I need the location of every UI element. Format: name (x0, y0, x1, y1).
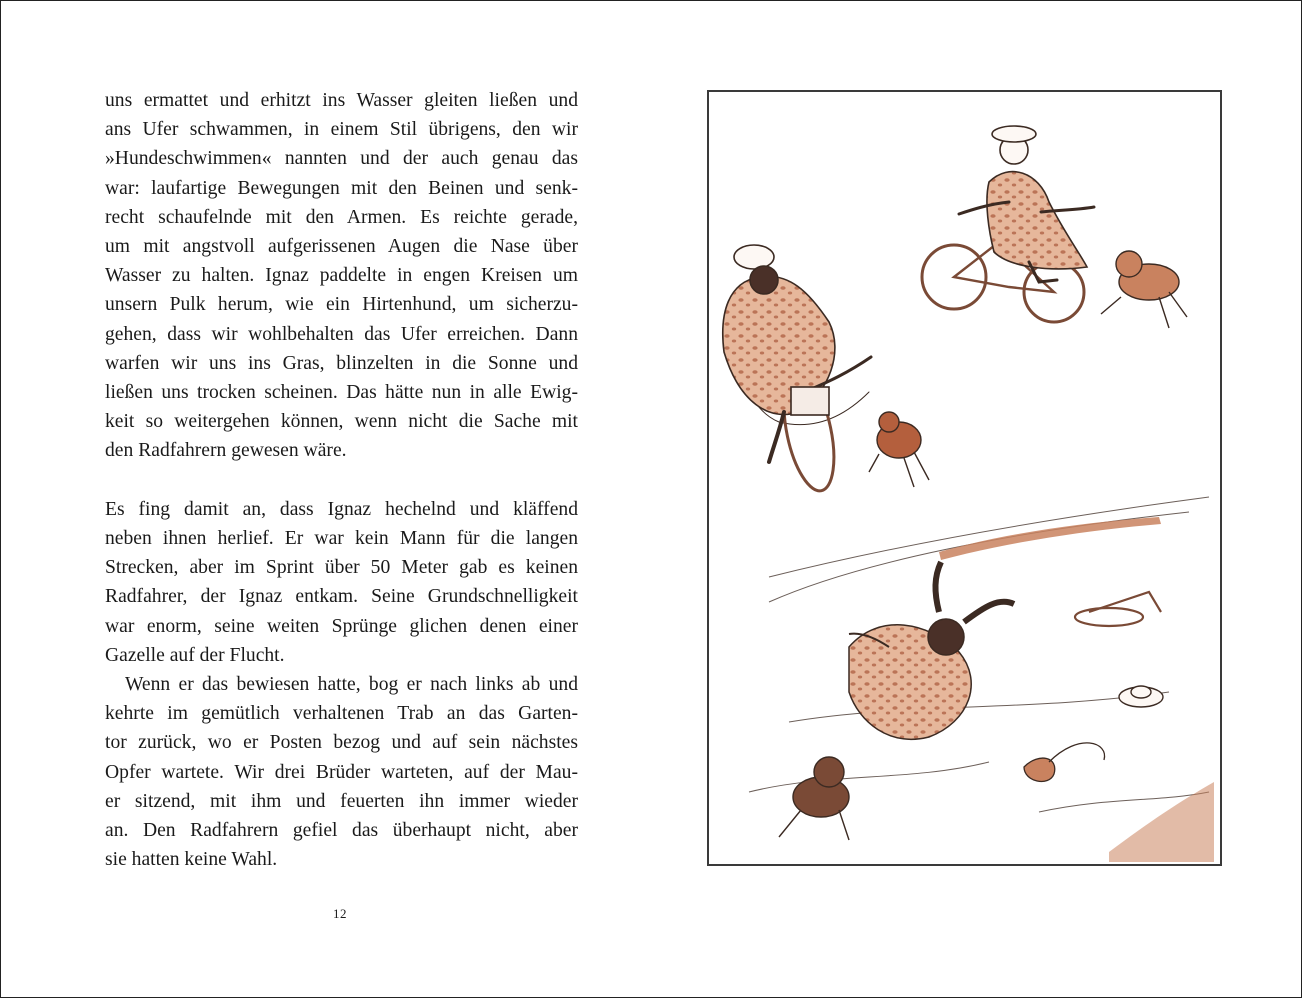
text-line: unsern Pulk herum, wie ein Hirtenhund, um sicherzu- (105, 294, 578, 316)
text-line: Es fing damit an, dass Ignaz hechelnd und kläffend (105, 498, 578, 520)
text-line: war: laufartige Bewegungen mit den Beinen und senk- (105, 177, 578, 199)
text-line: Opfer wartete. Wir drei Brüder warteten, auf der Mau- (105, 761, 578, 783)
paragraph-1 (105, 86, 578, 466)
paragraph-3 (105, 670, 578, 874)
fallen-hat (1119, 686, 1163, 707)
paragraph-2 (105, 495, 578, 670)
text-line: warfen wir uns ins Gras, blinzelten in die Sonne und (105, 352, 578, 374)
illustration-cyclists-and-dog (707, 90, 1222, 866)
text-line: uns ermattet und erhitzt ins Wasser gleiten ließen und (105, 90, 578, 111)
fallen-bicycle (1075, 592, 1161, 626)
text-line: Strecken, aber im Sprint über 50 Meter gab es keinen (105, 557, 578, 579)
text-line: er sitzend, mit ihm und feuerten ihn immer wieder (105, 790, 578, 812)
fallen-bag (1024, 743, 1105, 782)
text-line: Wasser zu halten. Ignaz paddelte in engen Kreisen um (105, 265, 578, 287)
text-line: Wenn er das bewiesen hatte, bog er nach links ab und (125, 674, 578, 696)
text-line: Radfahrer, der Ignaz entkam. Seine Grundschnelligkeit (105, 586, 578, 608)
text-line: gehen, dass wir wohlbehalten das Ufer erreichen. Dann (105, 323, 578, 345)
crashed-cyclist (849, 562, 1014, 739)
text-line: ans Ufer schwammen, in einem Stil übrigens, den wir (105, 119, 578, 141)
text-line: recht schaufelnde mit den Armen. Es reichte gerade, (105, 206, 578, 228)
dog-running-1 (869, 412, 929, 487)
cyclist-front-view (922, 126, 1094, 322)
text-line: keit so weitergehen können, wenn nicht die Sache mit (105, 411, 578, 433)
illustration-drawing (709, 92, 1220, 864)
text-line: an. Den Radfahrern gefiel das überhaupt nicht, aber (105, 820, 578, 842)
road-edges (939, 517, 1214, 862)
dog-running-3 (779, 757, 849, 840)
text-line: Gazelle auf der Flucht. (105, 644, 285, 666)
text-line: neben ihnen herlief. Er war kein Mann für die langen (105, 528, 578, 550)
cyclist-rear-view (723, 245, 871, 495)
text-line: war enorm, seine weiten Sprünge glichen denen einer (105, 615, 578, 637)
page-number: 12 (333, 906, 347, 921)
text-line: den Radfahrern gewesen wäre. (105, 440, 347, 462)
text-line: sie hatten keine Wahl. (105, 849, 278, 871)
text-line: tor zurück, wo er Posten bezog und auf sein nächstes (105, 732, 578, 754)
text-line: um mit angstvoll aufgerissenen Augen die Nase über (105, 236, 578, 258)
text-line: »Hundeschwimmen« nannten und der auch genau das (105, 148, 578, 170)
text-line: ließen uns trocken scheinen. Das hätte nun in alle Ewig- (105, 382, 578, 404)
dog-running-2 (1101, 251, 1187, 328)
text-line: kehrte im gemütlich verhaltenen Trab an das Garten- (105, 703, 578, 725)
body-text (105, 86, 578, 874)
